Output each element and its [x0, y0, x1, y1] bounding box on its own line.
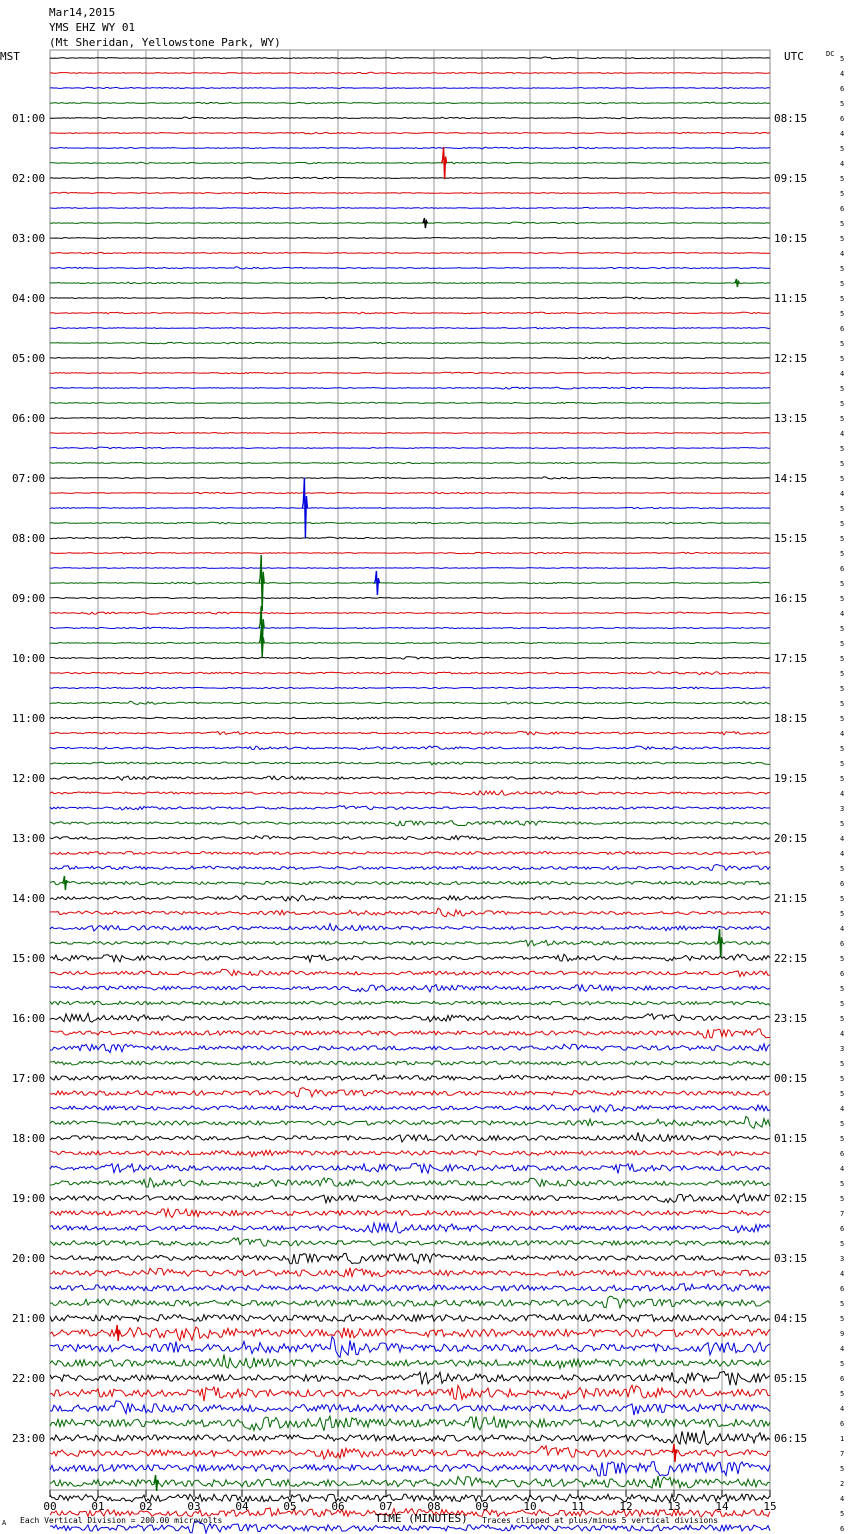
event-spike — [734, 279, 739, 287]
utc-hour-label: 02:15 — [774, 1192, 808, 1205]
dc-offset-value: 5 — [840, 1000, 845, 1008]
dc-offset-value: 5 — [840, 865, 845, 873]
dc-offset-value: 6 — [840, 880, 845, 888]
trace-line — [50, 387, 770, 389]
utc-hour-label: 19:15 — [774, 772, 808, 785]
trace-line — [50, 328, 770, 329]
trace-line — [50, 312, 770, 314]
trace-line — [50, 192, 770, 193]
dc-offset-value: 5 — [840, 1510, 845, 1518]
trace-line — [50, 1371, 770, 1385]
trace-line — [50, 1013, 770, 1022]
trace-line — [50, 147, 770, 149]
dc-offset-value: 5 — [840, 655, 845, 663]
dc-offset-value: 5 — [840, 1360, 845, 1368]
plot-frame — [50, 50, 770, 1490]
trace-line — [50, 162, 770, 164]
trace-line — [50, 1116, 770, 1128]
trace-line — [50, 1446, 770, 1459]
dc-offset-value: 5 — [840, 625, 845, 633]
dc-offset-value: 4 — [840, 610, 845, 618]
utc-hour-label: 05:15 — [774, 1372, 808, 1385]
trace-line — [50, 612, 770, 614]
trace-line — [50, 1001, 770, 1005]
dc-offset-value: 4 — [840, 370, 845, 378]
dc-offset-value: 3 — [840, 1255, 845, 1263]
dc-offset-value: 5 — [840, 1300, 845, 1308]
event-spike — [154, 1475, 159, 1491]
dc-offset-value: 5 — [840, 1060, 845, 1068]
corner-mark: A — [2, 1519, 7, 1527]
mst-hour-label: 10:00 — [12, 652, 46, 665]
trace-line — [50, 237, 770, 238]
dc-offset-value: 6 — [840, 1285, 845, 1293]
trace-line — [50, 1150, 770, 1157]
trace-line — [50, 477, 770, 479]
trace-line — [50, 1327, 770, 1341]
utc-hour-label: 18:15 — [774, 712, 808, 725]
trace-line — [50, 132, 770, 134]
utc-hour-label: 04:15 — [774, 1312, 808, 1325]
dc-offset-value: 5 — [840, 685, 845, 693]
trace-line — [50, 1354, 770, 1368]
dc-offset-value: 5 — [840, 715, 845, 723]
utc-hour-label: 15:15 — [774, 532, 808, 545]
trace-line — [50, 57, 770, 59]
dc-offset-value: 4 — [840, 160, 845, 168]
trace-line — [50, 1132, 770, 1142]
dc-offset-value: 6 — [840, 325, 845, 333]
x-axis-label: TIME (MINUTES) — [375, 1512, 468, 1525]
trace-line — [50, 102, 770, 104]
dc-offset-value: 6 — [840, 115, 845, 123]
dc-offset-labels — [840, 55, 844, 1534]
dc-offset-value: 5 — [840, 475, 845, 483]
trace-line — [50, 985, 770, 992]
mst-hour-label: 07:00 — [12, 472, 46, 485]
dc-offset-value: 5 — [840, 640, 845, 648]
dc-offset-value: 6 — [840, 85, 845, 93]
dc-offset-value: 4 — [840, 730, 845, 738]
header-location: (Mt Sheridan, Yellowstone Park, WY) — [49, 36, 281, 49]
mst-hour-label: 12:00 — [12, 772, 46, 785]
trace-line — [50, 1494, 770, 1502]
seismic-traces — [50, 57, 770, 1534]
trace-line — [50, 432, 770, 433]
trace-line — [50, 865, 770, 871]
utc-hour-label: 10:15 — [774, 232, 808, 245]
trace-line — [50, 731, 770, 734]
utc-hour-label: 01:15 — [774, 1132, 808, 1145]
trace-line — [50, 1462, 770, 1476]
x-tick-label: 04 — [235, 1500, 249, 1513]
trace-line — [50, 821, 770, 826]
dc-offset-value: 5 — [840, 55, 845, 63]
utc-hour-label: 11:15 — [774, 292, 808, 305]
dc-label: DC — [826, 50, 835, 58]
trace-line — [50, 969, 770, 976]
dc-offset-value: 9 — [840, 1330, 845, 1338]
utc-hour-label: 22:15 — [774, 952, 808, 965]
trace-line — [50, 806, 770, 810]
trace-line — [50, 1401, 770, 1415]
trace-line — [50, 1296, 770, 1308]
dc-offset-value: 6 — [840, 970, 845, 978]
utc-hour-label: 13:15 — [774, 412, 808, 425]
dc-offset-value: 4 — [840, 835, 845, 843]
header-station: YMS EHZ WY 01 — [49, 21, 136, 34]
trace-line — [50, 776, 770, 780]
dc-offset-value: 4 — [840, 130, 845, 138]
dc-offset-value: 6 — [840, 1420, 845, 1428]
utc-hour-label: 20:15 — [774, 832, 808, 845]
dc-offset-value: 6 — [840, 1150, 845, 1158]
dc-offset-value: 5 — [840, 535, 845, 543]
utc-hour-label: 23:15 — [774, 1012, 808, 1025]
dc-offset-value: 4 — [840, 250, 845, 258]
mst-hour-label: 11:00 — [12, 712, 46, 725]
trace-line — [50, 1044, 770, 1053]
dc-offset-value: 5 — [840, 1240, 845, 1248]
dc-offset-value: 5 — [840, 235, 845, 243]
trace-line — [50, 1178, 770, 1187]
dc-offset-value: 4 — [840, 430, 845, 438]
trace-line — [50, 1385, 770, 1401]
dc-offset-value: 5 — [840, 355, 845, 363]
mst-hour-label: 17:00 — [12, 1072, 46, 1085]
trace-line — [50, 924, 770, 931]
event-spike — [115, 1325, 120, 1341]
trace-line — [50, 117, 770, 119]
trace-line — [50, 1430, 770, 1445]
dc-offset-value: 5 — [840, 1390, 845, 1398]
dc-offset-value: 5 — [840, 175, 845, 183]
mst-hour-labels — [12, 112, 45, 1445]
x-tick-label: 11 — [571, 1500, 585, 1513]
dc-offset-value: 6 — [840, 1225, 845, 1233]
dc-offset-value: 5 — [840, 310, 845, 318]
trace-line — [50, 402, 770, 403]
dc-offset-value: 4 — [840, 925, 845, 933]
dc-offset-value: 6 — [840, 940, 845, 948]
dc-offset-value: 5 — [840, 775, 845, 783]
dc-offset-value: 5 — [840, 1015, 845, 1023]
event-spike — [672, 1444, 677, 1462]
dc-offset-value: 5 — [840, 220, 845, 228]
dc-offset-value: 7 — [840, 1210, 845, 1218]
trace-line — [50, 357, 770, 359]
trace-line — [50, 1105, 770, 1112]
mst-hour-label: 14:00 — [12, 892, 46, 905]
trace-line — [50, 1238, 770, 1246]
dc-offset-value: 4 — [840, 850, 845, 858]
trace-line — [50, 552, 770, 554]
utc-hour-label: 21:15 — [774, 892, 808, 905]
x-tick-label: 13 — [667, 1500, 681, 1513]
dc-offset-value: 5 — [840, 700, 845, 708]
dc-offset-value: 2 — [840, 1480, 845, 1488]
dc-offset-value: 5 — [840, 820, 845, 828]
left-timezone-label: MST — [0, 50, 20, 63]
dc-offset-value: 5 — [840, 265, 845, 273]
dc-offset-value: 5 — [840, 745, 845, 753]
dc-offset-value: 5 — [840, 400, 845, 408]
trace-line — [50, 672, 770, 675]
dc-offset-value: 5 — [840, 760, 845, 768]
header-date: Mar14,2015 — [49, 6, 116, 19]
dc-offset-value: 5 — [840, 385, 845, 393]
x-tick-label: 09 — [475, 1500, 489, 1513]
trace-line — [50, 701, 770, 704]
utc-hour-labels — [774, 112, 807, 1445]
mst-hour-label: 01:00 — [12, 112, 46, 125]
trace-line — [50, 940, 770, 946]
mst-hour-label: 16:00 — [12, 1012, 46, 1025]
dc-offset-value: 5 — [840, 550, 845, 558]
trace-line — [50, 282, 770, 284]
x-tick-label: 12 — [619, 1500, 633, 1513]
mst-hour-label: 20:00 — [12, 1252, 46, 1265]
utc-hour-label: 17:15 — [774, 652, 808, 665]
dc-offset-value: 4 — [840, 1345, 845, 1353]
dc-offset-value: 5 — [840, 295, 845, 303]
dc-offset-value: 5 — [840, 1090, 845, 1098]
event-spike — [62, 876, 67, 890]
dc-offset-value: 5 — [840, 340, 845, 348]
trace-line — [50, 1163, 770, 1173]
trace-line — [50, 908, 770, 917]
trace-line — [50, 568, 770, 569]
dc-offset-value: 4 — [840, 1270, 845, 1278]
trace-line — [50, 1222, 770, 1233]
trace-line — [50, 852, 770, 855]
trace-line — [50, 1209, 770, 1218]
mst-hour-label: 13:00 — [12, 832, 46, 845]
mst-hour-label: 21:00 — [12, 1312, 46, 1325]
trace-line — [50, 836, 770, 840]
utc-hour-label: 03:15 — [774, 1252, 808, 1265]
dc-offset-value: 7 — [840, 1450, 845, 1458]
dc-offset-value: 3 — [840, 1045, 845, 1053]
dc-offset-value: 3 — [840, 805, 845, 813]
trace-line — [50, 72, 770, 73]
right-timezone-label: UTC — [784, 50, 804, 63]
trace-line — [50, 252, 770, 253]
dc-offset-value: 5 — [840, 670, 845, 678]
trace-line — [50, 462, 770, 463]
mst-hour-label: 06:00 — [12, 412, 46, 425]
mst-hour-label: 15:00 — [12, 952, 46, 965]
utc-hour-label: 06:15 — [774, 1432, 808, 1445]
mst-hour-label: 04:00 — [12, 292, 46, 305]
dc-offset-value: 5 — [840, 1315, 845, 1323]
dc-offset-value: 4 — [840, 1105, 845, 1113]
trace-line — [50, 627, 770, 629]
dc-offset-value: 5 — [840, 505, 845, 513]
dc-offset-value: 6 — [840, 205, 845, 213]
dc-offset-value: 5 — [840, 280, 845, 288]
dc-offset-value: 5 — [840, 145, 845, 153]
dc-offset-value: 4 — [840, 790, 845, 798]
dc-offset-value: 5 — [840, 460, 845, 468]
dc-offset-value: 5 — [840, 955, 845, 963]
trace-line — [50, 895, 770, 901]
dc-offset-value: 5 — [840, 445, 845, 453]
trace-line — [50, 342, 770, 344]
trace-line — [50, 1416, 770, 1431]
trace-line — [50, 1337, 770, 1358]
trace-line — [50, 492, 770, 494]
dc-offset-value: 5 — [840, 190, 845, 198]
dc-offset-value: 6 — [840, 1525, 845, 1533]
x-tick-label: 03 — [187, 1500, 201, 1513]
utc-hour-label: 08:15 — [774, 112, 808, 125]
dc-offset-value: 4 — [840, 1405, 845, 1413]
trace-line — [50, 1061, 770, 1065]
dc-offset-value: 5 — [840, 1195, 845, 1203]
trace-line — [50, 222, 770, 224]
mst-hour-label: 23:00 — [12, 1432, 46, 1445]
dc-offset-value: 4 — [840, 70, 845, 78]
trace-line — [50, 642, 770, 643]
minute-grid — [98, 50, 722, 1490]
mst-hour-label: 19:00 — [12, 1192, 46, 1205]
trace-line — [50, 1075, 770, 1080]
mst-hour-label: 09:00 — [12, 592, 46, 605]
trace-line — [50, 881, 770, 884]
dc-offset-value: 5 — [840, 415, 845, 423]
trace-line — [50, 87, 770, 88]
trace-line — [50, 267, 770, 269]
utc-hour-label: 16:15 — [774, 592, 808, 605]
x-tick-label: 05 — [283, 1500, 297, 1513]
trace-line — [50, 177, 770, 179]
trace-line — [50, 1029, 770, 1038]
trace-line — [50, 657, 770, 659]
x-tick-label: 08 — [427, 1500, 441, 1513]
mst-hour-label: 18:00 — [12, 1132, 46, 1145]
dc-offset-value: 5 — [840, 580, 845, 588]
trace-line — [50, 522, 770, 524]
x-tick-label: 10 — [523, 1500, 537, 1513]
dc-offset-value: 6 — [840, 565, 845, 573]
trace-line — [50, 207, 770, 208]
dc-offset-value: 4 — [840, 1495, 845, 1503]
trace-line — [50, 1314, 770, 1321]
x-tick-label: 14 — [715, 1500, 729, 1513]
trace-line — [50, 790, 770, 795]
utc-hour-label: 09:15 — [774, 172, 808, 185]
event-spike — [374, 571, 379, 595]
trace-line — [50, 447, 770, 449]
trace-line — [50, 297, 770, 299]
trace-line — [50, 582, 770, 584]
dc-offset-value: 5 — [840, 910, 845, 918]
x-tick-label: 00 — [43, 1500, 57, 1513]
x-tick-label: 01 — [91, 1500, 105, 1513]
dc-offset-value: 5 — [840, 595, 845, 603]
mst-hour-label: 03:00 — [12, 232, 46, 245]
trace-line — [50, 1088, 770, 1097]
trace-line — [50, 746, 770, 750]
trace-line — [50, 762, 770, 765]
trace-line — [50, 418, 770, 419]
trace-line — [50, 507, 770, 509]
trace-line — [50, 372, 770, 374]
utc-hour-label: 14:15 — [774, 472, 808, 485]
dc-offset-value: 5 — [840, 100, 845, 108]
x-tick-label: 02 — [139, 1500, 153, 1513]
x-tick-label: 15 — [763, 1500, 777, 1513]
trace-line — [50, 1268, 770, 1277]
dc-offset-value: 5 — [840, 1135, 845, 1143]
clip-note: Traces clipped at plus/minus 5 vertical divisions — [482, 1516, 719, 1525]
dc-offset-value: 5 — [840, 985, 845, 993]
x-tick-label: 06 — [331, 1500, 345, 1513]
scale-note: Each Vertical Division = 200.00 microvolts — [20, 1516, 223, 1525]
utc-hour-label: 12:15 — [774, 352, 808, 365]
dc-offset-value: 5 — [840, 1075, 845, 1083]
dc-offset-value: 1 — [840, 1435, 845, 1443]
trace-line — [50, 1283, 770, 1291]
trace-line — [50, 537, 770, 539]
mst-hour-label: 05:00 — [12, 352, 46, 365]
trace-line — [50, 687, 770, 689]
utc-hour-label: 00:15 — [774, 1072, 808, 1085]
dc-offset-value: 4 — [840, 490, 845, 498]
dc-offset-value: 5 — [840, 1465, 845, 1473]
mst-hour-label: 02:00 — [12, 172, 46, 185]
dc-offset-value: 6 — [840, 1375, 845, 1383]
dc-offset-value: 5 — [840, 895, 845, 903]
mst-hour-label: 08:00 — [12, 532, 46, 545]
mst-hour-label: 22:00 — [12, 1372, 46, 1385]
dc-offset-value: 5 — [840, 1180, 845, 1188]
dc-offset-value: 4 — [840, 1165, 845, 1173]
dc-offset-value: 5 — [840, 520, 845, 528]
trace-line — [50, 1253, 770, 1263]
dc-offset-value: 4 — [840, 1030, 845, 1038]
trace-line — [50, 717, 770, 719]
trace-line — [50, 954, 770, 962]
trace-line — [50, 1194, 770, 1203]
dc-offset-value: 5 — [840, 1120, 845, 1128]
event-spike — [422, 218, 427, 228]
x-tick-label: 07 — [379, 1500, 393, 1513]
trace-line — [50, 598, 770, 599]
